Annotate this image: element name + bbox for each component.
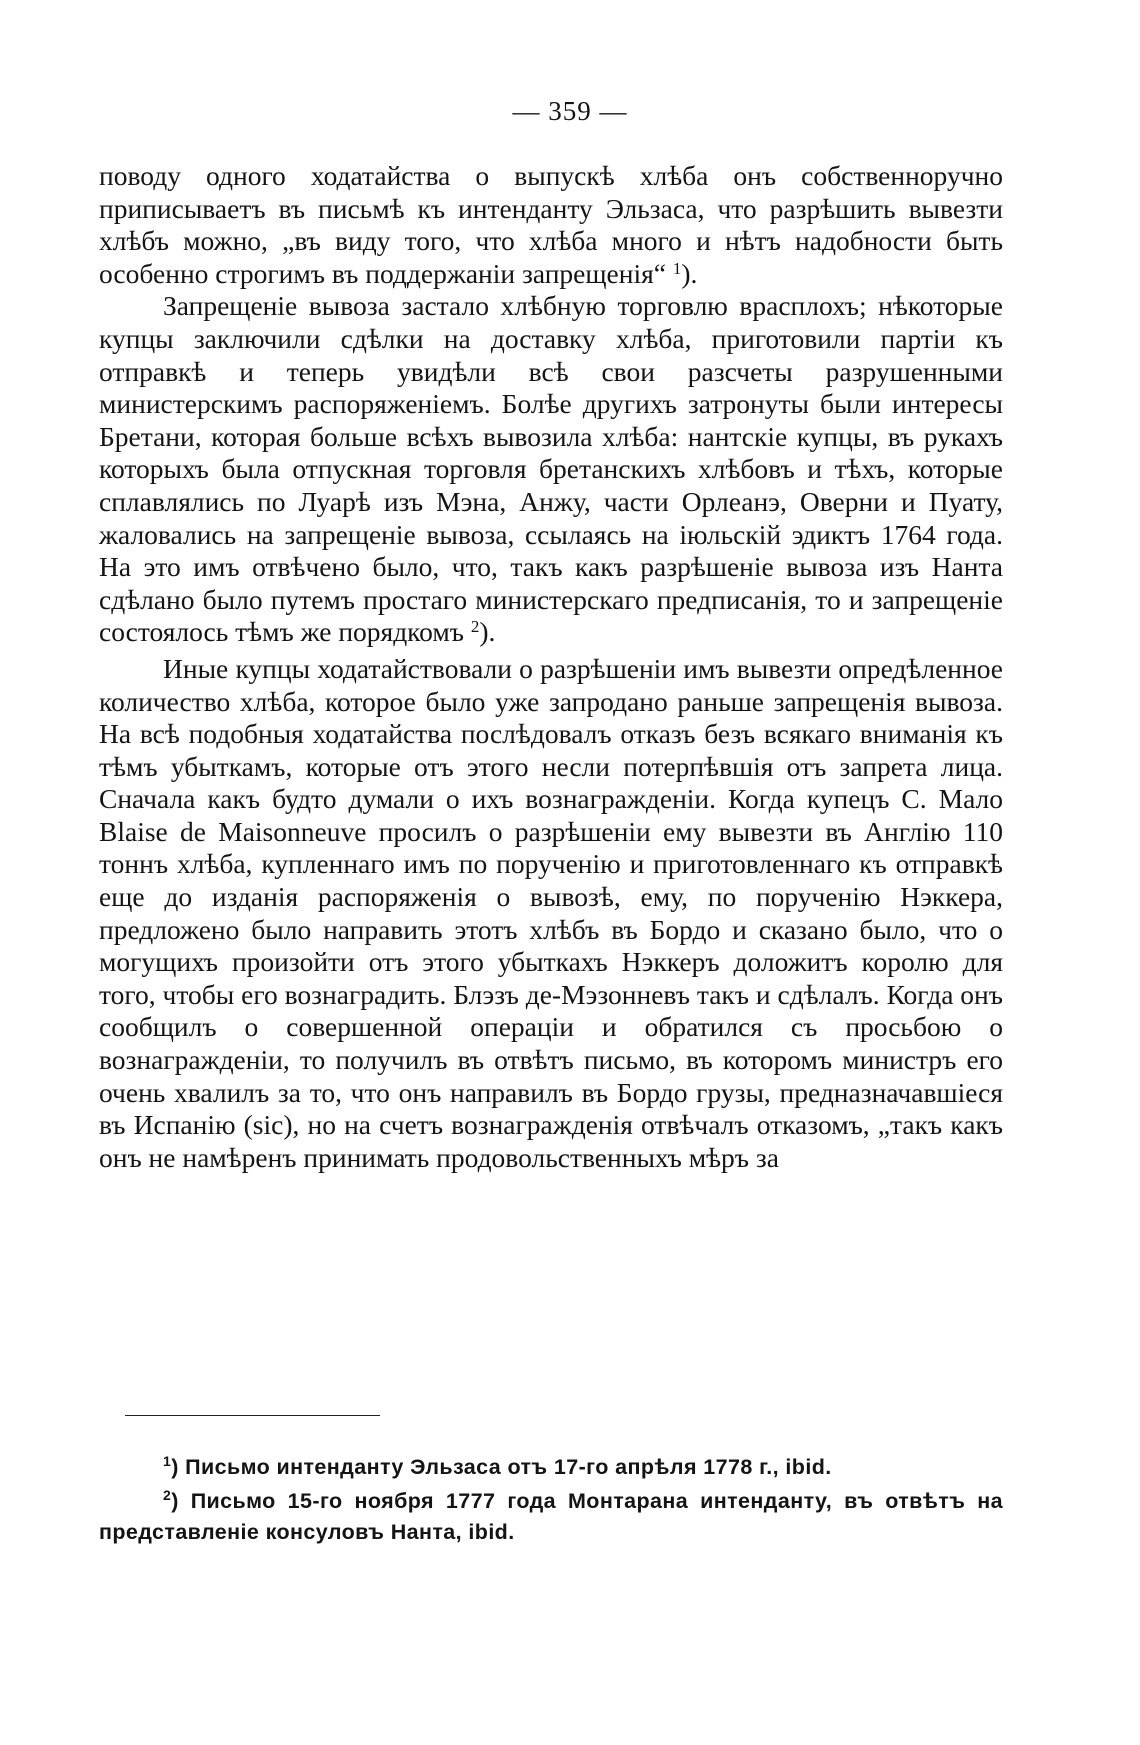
- footnote-ref-suffix: ).: [681, 257, 698, 289]
- footnote: [99, 1486, 1003, 1548]
- footnote-ref: 1: [672, 258, 682, 278]
- paragraph-text: Иные купцы ходатайствовали о разрѣшеніи имъ вывезти опредѣленное количество хлѣба, которое было уже запродано раньше запрещенія вывоза. На всѣ подобныя ходатайства послѣдовалъ отказъ безъ всякаго вниманія къ тѣмъ убыткамъ, которые отъ этого несли потерпѣвшія отъ запрета лица. Сначала какъ будто думали о ихъ вознагражденіи. Когда купецъ С. Мало Blaise de Maisonneuve просилъ о разрѣшеніи ему вывезти въ Англію 110 тоннъ хлѣба, купленнаго имъ по порученію и приготовленнаго къ отправкѣ еще до изданія распоряженія о вывозѣ, ему, по порученію Нэккера, предложено было направить этотъ хлѣбъ въ Бордо и сказано было, что о могущихъ произойти отъ этого убыткахъ Нэккеръ доложитъ королю для того, чтобы его вознаградить. Блэзъ де-Мэзонневъ такъ и сдѣлалъ. Когда онъ сообщилъ о совершенной операціи и обратился съ просьбою о вознагражденіи, то получилъ въ отвѣтъ письмо, въ которомъ министръ его очень хвалилъ за то, что онъ направилъ въ Бордо грузы, предназначавшіеся въ Испанію (sic), но на счетъ вознагражденія отвѣчалъ отказомъ, „такъ какъ онъ не намѣренъ принимать продовольственныхъ мѣръ за: [99, 652, 1003, 1173]
- footnotes: [99, 1452, 1003, 1551]
- paragraph: [99, 160, 1003, 290]
- footnote-text: ) Письмо 15-го ноября 1777 года Монтарана интенданту, въ отвѣтъ на представленіе консуловъ Нанта, ibid.: [99, 1489, 1003, 1544]
- footnote: [99, 1452, 1003, 1483]
- paragraph-text: поводу одного ходатайства о выпускѣ хлѣба онъ собственноручно приписываетъ въ письмѣ къ интенданту Эльзаса, что разрѣшить вывезти хлѣбъ можно, „въ виду того, что хлѣба много и нѣтъ надобности быть особенно строгимъ въ поддержаніи запрещенія“: [99, 160, 1003, 289]
- footnote-divider: [125, 1415, 380, 1416]
- paragraph-text: Запрещеніе вывоза застало хлѣбную торговлю врасплохъ; нѣкоторые купцы заключили сдѣлки на доставку хлѣба, приготовили партіи къ отправкѣ и теперь увидѣли всѣ свои разсчеты разрушенными министерскимъ распоряженіемъ. Болѣе другихъ затронуты были интересы Бретани, которая больше всѣхъ вывозила хлѣба: нантскіе купцы, въ рукахъ которыхъ была отпускная торговля бретанскихъ хлѣбовъ и тѣхъ, которые сплавлялись по Луарѣ изъ Мэна, Анжу, части Орлеанэ, Оверни и Пуату, жаловались на запрещеніе вывоза, ссылаясь на іюльскій эдиктъ 1764 года. На это имъ отвѣчено было, что, такъ какъ разрѣшеніе вывоза изъ Нанта сдѣлано было путемъ простаго министерскаго предписанія, то и запрещеніе состоялось тѣмъ же порядкомъ: [99, 290, 1003, 648]
- footnote-mark: 1: [163, 1453, 172, 1469]
- body-text: [99, 160, 1003, 1174]
- page-number: — 359 —: [512, 96, 628, 126]
- paragraph: [99, 290, 1003, 649]
- footnote-mark: 2: [163, 1487, 172, 1503]
- footnote-ref: 2: [470, 617, 480, 637]
- footnote-ref-suffix: ).: [479, 616, 496, 648]
- footnote-text: ) Письмо интенданту Эльзаса отъ 17-го апрѣля 1778 г., ibid.: [171, 1455, 832, 1479]
- paragraph: [99, 653, 1003, 1175]
